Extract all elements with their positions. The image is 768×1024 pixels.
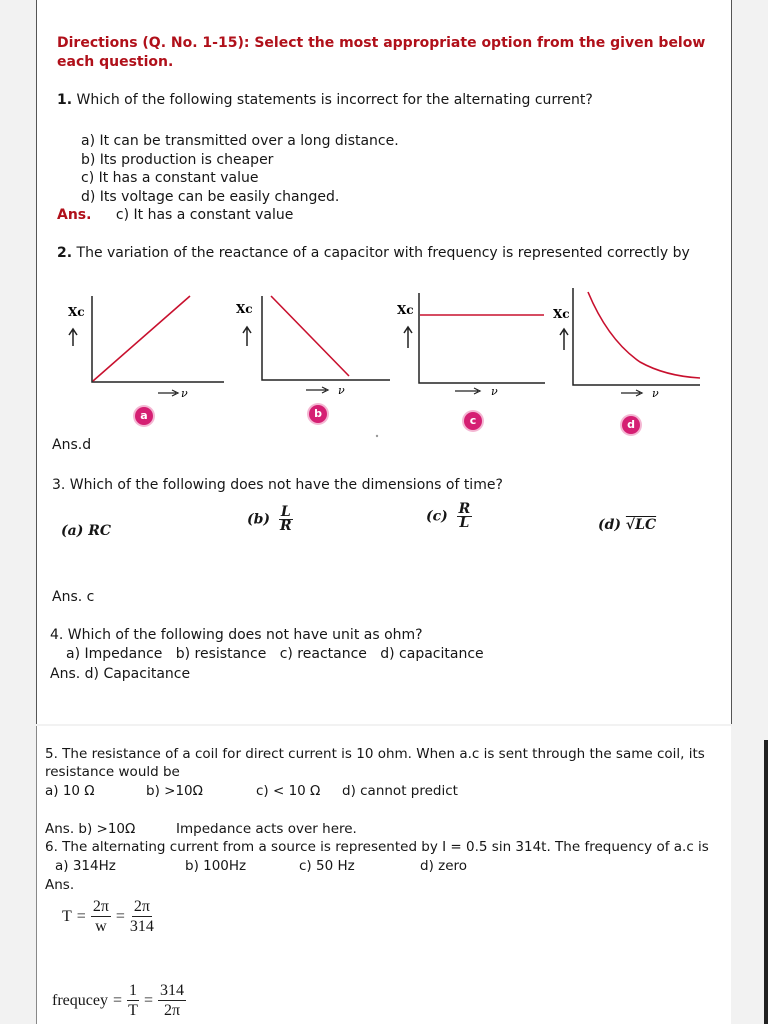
- frequency-fraction-1: [127, 981, 139, 1020]
- graph-a-up-arrow: [69, 329, 77, 346]
- directions: Directions (Q. No. 1-15): Select the most appropriate option from the given below each question.: [57, 35, 706, 70]
- question-4-options: a) Impedance b) resistance c) reactance d) capacitance: [66, 646, 484, 662]
- graph-a: [68, 296, 224, 400]
- fraction-numerator: 314: [160, 982, 185, 999]
- option-3b: [247, 506, 293, 533]
- question-2-number: 2.: [57, 245, 73, 261]
- graph-d-curve: [588, 292, 700, 378]
- question-5-line-1: 5. The resistance of a coil for direct current is 10 ohm. When a.c is sent through the same coil, its: [45, 746, 705, 762]
- option-b: b) Its production is cheaper: [81, 151, 274, 168]
- graph-b: [236, 296, 390, 397]
- option-3c: [426, 503, 472, 530]
- fraction-numerator: L: [280, 504, 291, 520]
- fraction-denominator: 314: [129, 918, 154, 935]
- question-5-line-2: resistance would be: [45, 764, 180, 780]
- option-3d: [598, 517, 656, 533]
- graph-a-curve: [93, 296, 190, 381]
- graph-b-axes: [262, 296, 390, 380]
- option-3c-fraction: [457, 503, 473, 530]
- graph-b-ylabel: Xc: [236, 302, 253, 316]
- graph-d-ylabel: Xc: [553, 307, 570, 321]
- graph-b-tag: b: [309, 405, 327, 423]
- answer-label: Ans.: [57, 207, 92, 223]
- equals-sign: =: [115, 907, 125, 925]
- option-a: a) It can be transmitted over a long distance.: [81, 133, 399, 149]
- graph-b-curve: [271, 296, 349, 376]
- fraction-denominator: 2π: [163, 1002, 181, 1019]
- graph-c-up-arrow: [404, 327, 412, 348]
- graph-d-right-arrow: [621, 390, 642, 396]
- option-3a: (a) RC: [61, 523, 111, 539]
- question-6-option-b: b) 100Hz: [185, 858, 247, 874]
- question-2-text: The variation of the reactance of a capacitor with frequency is represented correctly by: [76, 245, 690, 261]
- option-3b-label: (b): [247, 511, 271, 528]
- fraction-numerator: R: [458, 501, 471, 517]
- equals-sign: =: [144, 991, 154, 1009]
- frequency-fraction-2: [158, 981, 186, 1020]
- graph-b-xlabel: ν: [338, 384, 345, 397]
- fraction-denominator: R: [280, 518, 292, 534]
- graph-a-right-arrow: [158, 390, 178, 396]
- frequency-variable: frequcey: [52, 991, 108, 1009]
- stray-dot: [376, 435, 378, 437]
- graph-a-tag: a: [135, 407, 153, 425]
- graph-d: [553, 288, 700, 400]
- fraction-denominator: T: [128, 1002, 138, 1019]
- fraction-denominator: w: [95, 918, 107, 935]
- graph-d-xlabel: ν: [652, 387, 659, 400]
- option-c: c) It has a constant value: [81, 170, 259, 186]
- graph-c-ylabel: Xc: [397, 303, 414, 317]
- period-fraction-1: [91, 897, 111, 936]
- answer-2: Ans.d: [52, 437, 92, 453]
- question-5-option-b: b) >10Ω: [146, 783, 203, 799]
- answer-6: Ans.: [45, 877, 75, 893]
- graph-c-axes: [419, 293, 545, 383]
- graph-d-tag: d: [622, 416, 640, 434]
- fraction-denominator: L: [459, 515, 470, 531]
- period-formula: [62, 897, 154, 936]
- answer-4: Ans. d) Capacitance: [50, 666, 191, 682]
- answer-text: c) It has a constant value: [115, 207, 294, 223]
- fraction-numerator: 2π: [133, 898, 150, 915]
- answer-3: Ans. c: [52, 589, 95, 605]
- page-edge: [764, 740, 768, 1024]
- graph-c-xlabel: ν: [491, 385, 498, 398]
- question-4: 4. Which of the following does not have unit as ohm?: [50, 627, 423, 643]
- option-3d-value: √LC: [625, 517, 657, 533]
- answer-5: Ans. b) >10Ω: [45, 821, 136, 837]
- graph-b-up-arrow: [243, 327, 251, 346]
- option-3d-label: (d): [598, 517, 622, 533]
- question-5-option-d: d) cannot predict: [342, 783, 458, 799]
- graph-a-xlabel: ν: [181, 387, 188, 400]
- fraction-numerator: 1: [129, 982, 137, 999]
- frequency-formula: [52, 981, 186, 1020]
- question-6-option-c: c) 50 Hz: [299, 858, 355, 874]
- period-variable: T: [62, 907, 72, 925]
- question-1-number: 1.: [57, 92, 73, 108]
- question-6: 6. The alternating current from a source is represented by I = 0.5 sin 314t. The frequency of a.c is: [45, 839, 709, 855]
- question-5-option-c: c) < 10 Ω: [256, 783, 321, 799]
- option-d: d) Its voltage can be easily changed.: [81, 188, 340, 205]
- graph-a-axes: [92, 296, 224, 382]
- fraction-numerator: 2π: [92, 898, 109, 915]
- graph-c: [397, 293, 545, 398]
- question-3: 3. Which of the following does not have the dimensions of time?: [52, 477, 503, 493]
- graph-c-tag: c: [464, 412, 482, 430]
- question-6-option-d: d) zero: [420, 858, 468, 874]
- equals-sign: =: [76, 907, 86, 925]
- option-3b-fraction: [279, 506, 293, 533]
- question-5-option-a: a) 10 Ω: [45, 783, 95, 799]
- graph-a-ylabel: Xc: [68, 305, 85, 319]
- graph-b-right-arrow: [306, 387, 328, 393]
- equals-sign: =: [112, 991, 122, 1009]
- reactance-graphs: [0, 0, 768, 440]
- graph-d-up-arrow: [560, 329, 568, 350]
- graph-c-right-arrow: [455, 388, 480, 394]
- answer-5-note: Impedance acts over here.: [176, 821, 357, 837]
- question-6-option-a: a) 314Hz: [55, 858, 116, 874]
- period-fraction-2: [130, 897, 154, 936]
- question-1-text: Which of the following statements is incorrect for the alternating current?: [76, 92, 593, 108]
- option-3c-label: (c): [426, 508, 448, 525]
